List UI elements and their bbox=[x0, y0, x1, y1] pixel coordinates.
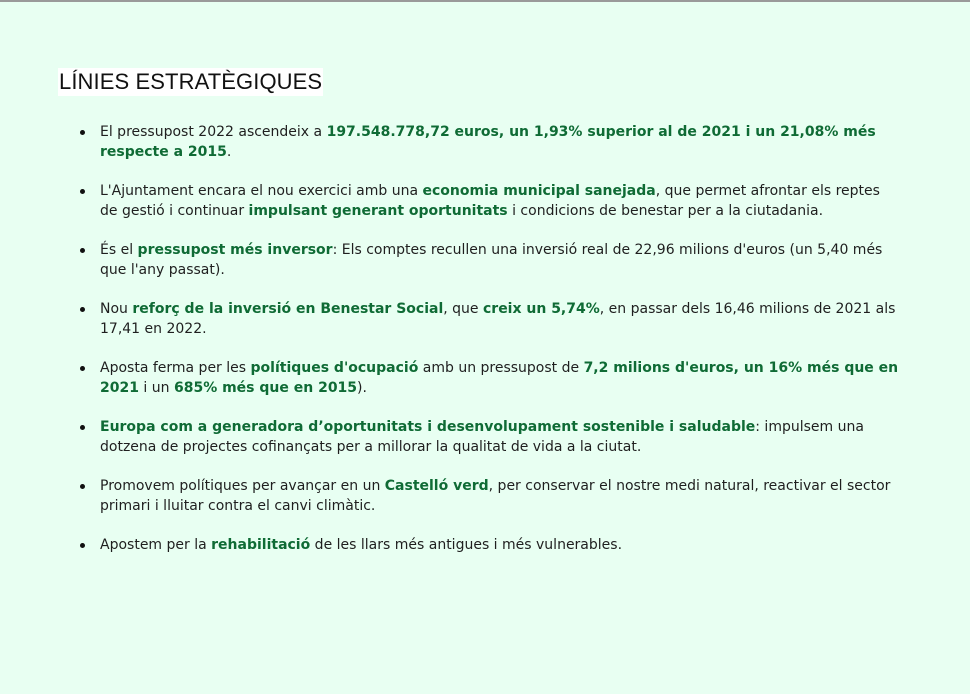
item-text: L'Ajuntament encara el nou exercici amb una bbox=[100, 183, 423, 199]
item-text: Nou bbox=[100, 301, 133, 317]
page-title: LÍNIES ESTRATÈGIQUES bbox=[59, 69, 323, 94]
item-text: , que bbox=[443, 301, 483, 317]
list-item bbox=[78, 299, 900, 339]
item-highlight: economia municipal sanejada bbox=[422, 183, 656, 199]
bullet-icon bbox=[80, 484, 85, 489]
item-text: És el bbox=[100, 242, 138, 258]
item-highlight: 7,2 milions d'euros, un 16% més que en 2021 bbox=[100, 360, 899, 396]
list-item bbox=[78, 476, 900, 516]
bullet-icon bbox=[80, 130, 85, 135]
item-text: Promovem polítiques per avançar en un bbox=[100, 478, 385, 494]
list-item bbox=[78, 122, 900, 162]
item-highlight: Castelló verd bbox=[384, 478, 489, 494]
item-text: , per conservar el nostre medi natural, reactivar el sector primari i lluitar contra el canvi climàtic. bbox=[100, 478, 891, 514]
bullet-icon bbox=[80, 248, 85, 253]
item-text: : Els comptes recullen una inversió real de 22,96 milions d'euros (un 5,40 més que l'any passat). bbox=[100, 242, 883, 278]
item-text: i un bbox=[138, 380, 174, 396]
bullet-icon bbox=[80, 189, 85, 194]
item-highlight: 197.548.778,72 euros, un 1,93% superior al de 2021 i un 21,08% més respecte a 2015 bbox=[100, 124, 876, 160]
bullet-icon bbox=[80, 425, 85, 430]
list-item bbox=[78, 181, 900, 221]
item-highlight: polítiques d'ocupació bbox=[250, 360, 419, 376]
item-highlight: reforç de la inversió en Benestar Social bbox=[132, 301, 444, 317]
title-wrap bbox=[58, 68, 323, 96]
item-highlight: pressupost més inversor bbox=[137, 242, 333, 258]
item-text: i condicions de benestar per a la ciutadania. bbox=[507, 203, 824, 219]
item-highlight: impulsant generant oportunitats bbox=[248, 203, 508, 219]
list-item bbox=[78, 358, 900, 398]
item-text: El pressupost 2022 ascendeix a bbox=[100, 124, 327, 140]
bullet-icon bbox=[80, 366, 85, 371]
item-text: ). bbox=[357, 380, 367, 396]
item-text: Apostem per la bbox=[100, 537, 212, 553]
item-text: , que permet afrontar els reptes de gestió i continuar bbox=[100, 183, 880, 219]
item-text: amb un pressupost de bbox=[418, 360, 584, 376]
list-item bbox=[78, 240, 900, 280]
item-text: , en passar dels 16,46 milions de 2021 als 17,41 en 2022. bbox=[100, 301, 896, 337]
bullet-icon bbox=[80, 543, 85, 548]
strategic-lines-list bbox=[78, 122, 900, 574]
item-text: . bbox=[226, 144, 232, 160]
list-item bbox=[78, 535, 900, 555]
item-highlight: creix un 5,74% bbox=[482, 301, 600, 317]
item-highlight: 685% més que en 2015 bbox=[173, 380, 358, 396]
item-text: Aposta ferma per les bbox=[100, 360, 251, 376]
list-item bbox=[78, 417, 900, 457]
item-text: : impulsem una dotzena de projectes cofinançats per a millorar la qualitat de vida a la ciutat. bbox=[100, 419, 864, 455]
item-highlight: rehabilitació bbox=[211, 537, 311, 553]
item-highlight: Europa com a generadora d’oportunitats i desenvolupament sostenible i saludable bbox=[100, 419, 756, 435]
item-text: de les llars més antigues i més vulnerables. bbox=[310, 537, 623, 553]
bullet-icon bbox=[80, 307, 85, 312]
